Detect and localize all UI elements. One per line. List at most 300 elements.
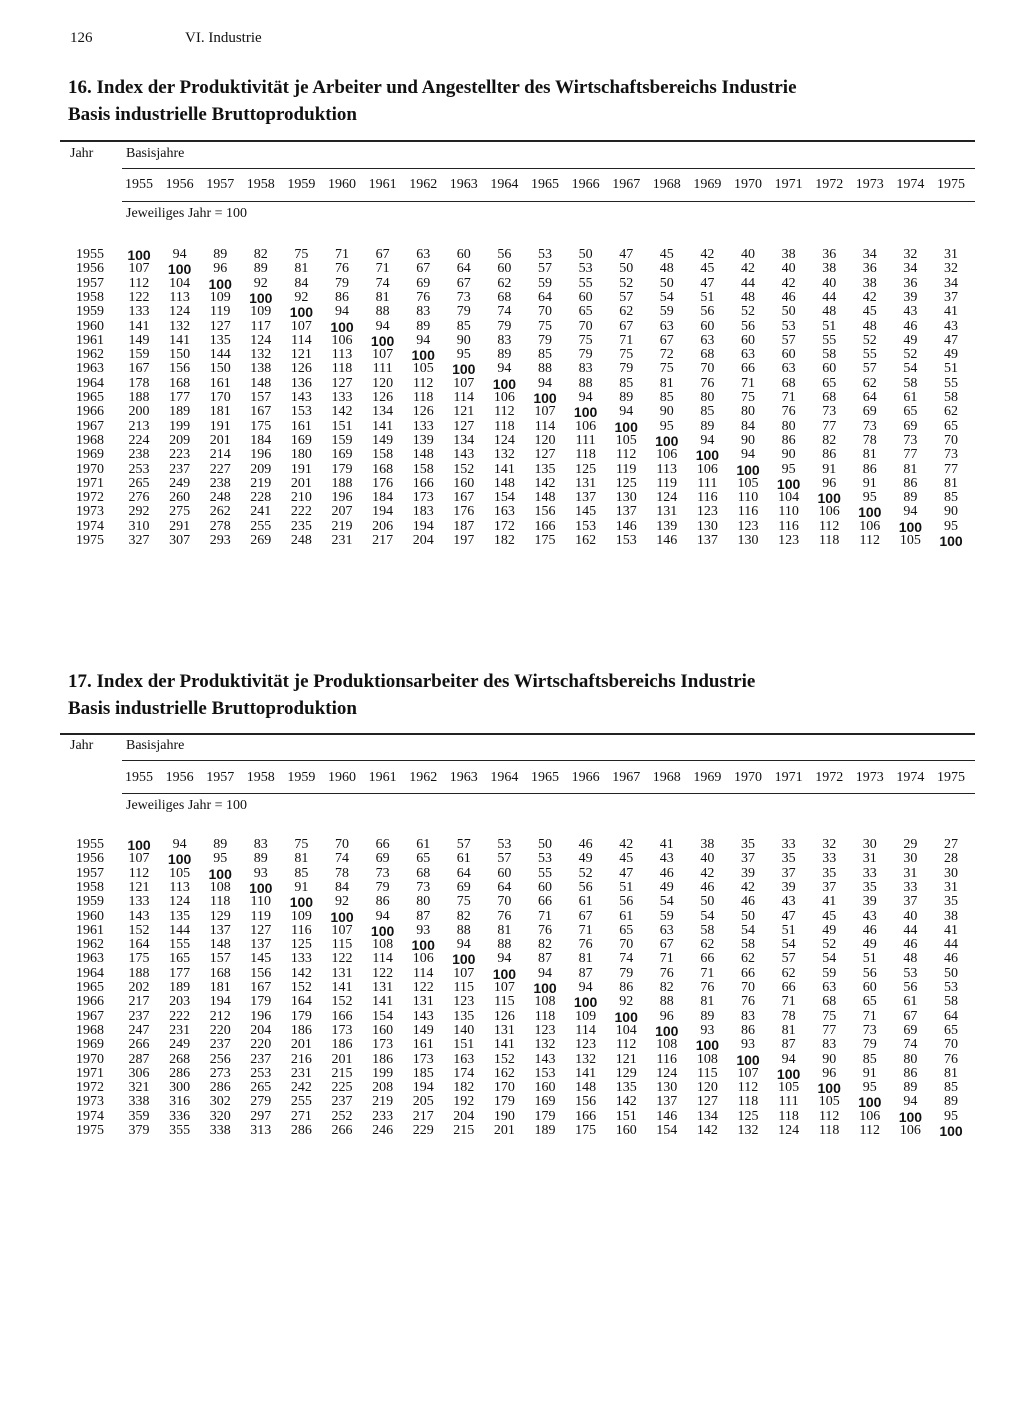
table-cell: 55	[862, 347, 877, 363]
table-cell: 152	[453, 461, 475, 477]
column-header: 1971	[774, 770, 803, 785]
table-cell: 237	[209, 1037, 231, 1053]
table-cell: 76	[416, 289, 431, 305]
table-cell: 64	[538, 289, 552, 305]
table-cell: 41	[944, 922, 958, 938]
table-cell: 132	[493, 447, 515, 463]
table-cell: 85	[944, 1080, 958, 1096]
table-cell: 164	[290, 994, 312, 1010]
table-cell: 173	[412, 1051, 434, 1067]
table-cell: 76	[538, 922, 552, 938]
table-cell: 44	[944, 937, 958, 953]
table-cell: 130	[656, 1080, 678, 1096]
table-cell: 69	[375, 851, 390, 867]
table-cell: 194	[372, 504, 394, 520]
table-cell: 152	[493, 1051, 515, 1067]
table-cell: 166	[575, 1108, 597, 1124]
table-cell: 70	[538, 304, 552, 320]
unit-label: Jeweiliges Jahr = 100	[126, 206, 248, 221]
table-cell: 118	[209, 894, 231, 910]
column-header: 1963	[449, 177, 478, 192]
table-cell: 70	[578, 318, 593, 334]
column-header: 1966	[571, 177, 600, 192]
table-cell: 120	[696, 1080, 718, 1096]
table-cell: 32	[944, 261, 958, 277]
table-cell: 42	[700, 865, 715, 881]
table-cell: 94	[497, 361, 512, 377]
table-cell: 125	[575, 461, 597, 477]
table-cell: 148	[575, 1080, 597, 1096]
table-cell: 199	[372, 1065, 394, 1081]
table-cell: 66	[741, 361, 755, 377]
column-header: 1956	[165, 770, 194, 785]
table-cell: 53	[538, 851, 552, 867]
table-cell: 87	[578, 965, 593, 981]
table-cell: 74	[903, 1037, 918, 1053]
table-cell: 52	[822, 937, 837, 953]
table-cell: 215	[453, 1123, 475, 1138]
table-cell: 62	[741, 951, 755, 967]
table-cell: 109	[209, 289, 231, 305]
table-cell: 231	[169, 1022, 191, 1038]
table-cell: 93	[253, 865, 268, 881]
table-cell: 160	[534, 1080, 556, 1096]
table-cell: 111	[697, 475, 718, 491]
table-cell: 197	[453, 533, 475, 548]
table-cell: 64	[497, 879, 512, 895]
table-cell: 74	[619, 951, 634, 967]
table-cell: 87	[538, 951, 552, 967]
table-cell: 56	[578, 879, 593, 895]
table-cell: 70	[944, 432, 958, 448]
table-cell: 92	[294, 289, 309, 305]
table-cell: 50	[538, 837, 552, 852]
table-cell: 87	[416, 908, 431, 924]
table-cell: 338	[209, 1123, 231, 1138]
table-cell: 134	[453, 432, 475, 448]
table-cell: 62	[862, 375, 877, 391]
table-cell: 142	[290, 965, 312, 981]
column-header: 1973	[855, 770, 884, 785]
table-cell: 118	[818, 1123, 840, 1138]
table-cell: 73	[375, 865, 390, 881]
table-cell: 61	[416, 837, 431, 852]
table-cell: 123	[696, 504, 718, 520]
table-cell: 156	[534, 504, 556, 520]
table-subtitle: Basis industrielle Bruttoproduktion	[68, 698, 357, 719]
table-cell: 46	[578, 837, 593, 852]
table-cell: 56	[497, 247, 512, 262]
table-cell: 227	[209, 461, 231, 477]
table-cell: 196	[250, 447, 272, 463]
table-cell: 86	[903, 475, 918, 491]
table-cell: 89	[903, 490, 918, 506]
table-cell: 88	[659, 994, 674, 1010]
table-cell: 181	[209, 980, 231, 995]
table-cell: 85	[538, 347, 552, 363]
table-cell: 237	[169, 461, 191, 477]
table-cell: 93	[700, 1022, 715, 1038]
table-cell: 58	[944, 390, 958, 405]
table-cell: 43	[659, 851, 674, 867]
row-header-label: Jahr	[70, 146, 94, 161]
table-cell: 123	[575, 1037, 597, 1053]
table-cell: 279	[250, 1094, 272, 1110]
table-cell: 67	[375, 247, 390, 262]
table-cell: 179	[290, 1008, 312, 1024]
table-cell: 33	[781, 837, 796, 852]
table-cell: 70	[497, 894, 512, 910]
table-cell: 80	[416, 894, 431, 910]
table-cell: 77	[822, 1022, 837, 1038]
table-cell: 106	[818, 504, 840, 520]
table-cell: 201	[290, 475, 312, 491]
table-cell: 148	[493, 475, 515, 491]
table-cell: 66	[375, 837, 390, 852]
table-cell: 36	[822, 247, 837, 262]
table-cell: 76	[335, 261, 349, 277]
table-cell: 74	[497, 304, 512, 320]
table-cell: 154	[493, 490, 515, 506]
table-cell: 113	[331, 347, 353, 363]
table-cell: 56	[619, 894, 634, 910]
table-cell: 118	[737, 1094, 759, 1110]
table-cell: 28	[944, 851, 958, 867]
table-cell: 170	[209, 390, 231, 405]
table-cell: 30	[862, 837, 877, 852]
table-cell: 146	[615, 518, 637, 534]
table-cell: 70	[944, 1037, 958, 1053]
table-cell: 94	[741, 447, 755, 463]
table-cell: 37	[903, 894, 918, 910]
table-cell: 338	[128, 1094, 150, 1110]
table-cell: 100	[208, 865, 232, 882]
table-cell: 82	[822, 432, 837, 448]
table-cell: 116	[291, 922, 312, 938]
table-cell: 50	[781, 304, 796, 320]
table-cell: 100	[492, 375, 517, 392]
table-cell: 114	[412, 965, 434, 981]
table-cell: 213	[128, 418, 150, 434]
table-cell: 76	[700, 375, 715, 391]
table-cell: 266	[331, 1123, 353, 1138]
table-cell: 29	[903, 837, 918, 852]
table-cell: 74	[375, 275, 390, 291]
table-cell: 90	[944, 504, 958, 520]
table-cell: 71	[700, 965, 715, 981]
table-cell: 46	[903, 937, 918, 953]
table-cell: 51	[862, 951, 877, 967]
table-cell: 201	[331, 1051, 353, 1067]
table-cell: 113	[169, 879, 190, 895]
table-cell: 73	[862, 1022, 877, 1038]
table-cell: 52	[741, 304, 755, 320]
table-cell: 60	[862, 980, 877, 995]
table-cell: 107	[128, 261, 150, 277]
table-cell: 63	[781, 361, 796, 377]
table-cell: 89	[253, 261, 268, 277]
table-cell: 231	[331, 533, 353, 548]
table-cell: 168	[372, 461, 394, 477]
page-number: 126	[70, 30, 93, 46]
table-cell: 71	[862, 1008, 877, 1024]
table-cell: 159	[331, 432, 353, 448]
table-cell: 43	[862, 908, 877, 924]
table-cell: 87	[781, 1037, 796, 1053]
table-cell: 246	[372, 1123, 394, 1138]
table-cell: 36	[903, 275, 918, 291]
table-cell: 126	[290, 361, 312, 377]
table-cell: 94	[375, 318, 390, 334]
table-cell: 148	[534, 490, 556, 506]
table-cell: 53	[781, 318, 796, 334]
table-cell: 166	[331, 1008, 353, 1024]
table-cell: 71	[781, 390, 796, 405]
table-cell: 63	[741, 347, 755, 363]
divider	[122, 168, 975, 169]
table-cell: 107	[493, 980, 515, 995]
table-cell: 33	[862, 865, 877, 881]
table-cell: 313	[250, 1123, 272, 1138]
row-year-label: 1958	[76, 289, 104, 305]
table-cell: 260	[169, 490, 191, 506]
column-header: 1962	[409, 770, 438, 785]
table-cell: 79	[497, 318, 512, 334]
row-year-label: 1971	[76, 1065, 104, 1081]
table-cell: 94	[619, 404, 634, 420]
table-cell: 145	[575, 504, 597, 520]
table-cell: 51	[781, 922, 796, 938]
table-cell: 107	[372, 347, 394, 363]
table-cell: 153	[290, 404, 312, 420]
table-cell: 39	[741, 865, 755, 881]
table-cell: 100	[573, 404, 598, 421]
table-cell: 73	[903, 432, 918, 448]
table-cell: 320	[209, 1108, 231, 1124]
table-cell: 46	[944, 951, 958, 967]
table-cell: 105	[412, 361, 434, 377]
table-cell: 90	[781, 447, 796, 463]
table-cell: 169	[331, 447, 353, 463]
table-cell: 100	[939, 1123, 963, 1139]
table-cell: 32	[822, 837, 837, 852]
table-cell: 86	[741, 1022, 755, 1038]
table-cell: 135	[615, 1080, 637, 1096]
table-cell: 90	[822, 1051, 837, 1067]
table-cell: 124	[778, 1123, 800, 1138]
table-cell: 133	[128, 304, 150, 320]
table-cell: 51	[619, 879, 634, 895]
table-cell: 75	[741, 390, 755, 405]
table-cell: 84	[741, 418, 755, 434]
table-cell: 206	[372, 518, 394, 534]
table-cell: 100	[776, 1065, 801, 1082]
table-cell: 117	[250, 318, 272, 334]
table-cell: 217	[412, 1108, 434, 1124]
table-cell: 160	[615, 1123, 637, 1138]
table-cell: 57	[538, 261, 552, 277]
table-cell: 89	[497, 347, 512, 363]
table-cell: 81	[862, 447, 877, 463]
table-cell: 83	[741, 1008, 755, 1024]
row-year-label: 1962	[76, 347, 104, 363]
table-cell: 156	[169, 361, 191, 377]
table-cell: 126	[372, 390, 394, 405]
table-cell: 209	[250, 461, 272, 477]
table-cell: 127	[696, 1094, 718, 1110]
table-cell: 155	[169, 937, 191, 953]
table-cell: 46	[903, 318, 918, 334]
table-cell: 276	[128, 490, 150, 506]
table-cell: 286	[169, 1065, 191, 1081]
table-cell: 122	[331, 951, 353, 967]
table-cell: 122	[128, 289, 150, 305]
table-cell: 137	[615, 504, 637, 520]
table-cell: 278	[209, 518, 231, 534]
table-cell: 107	[128, 851, 150, 867]
table-cell: 125	[737, 1108, 759, 1124]
table-cell: 327	[128, 533, 150, 548]
table-cell: 73	[944, 447, 958, 463]
column-header: 1955	[125, 177, 153, 192]
table-cell: 161	[290, 418, 312, 434]
table-cell: 310	[128, 518, 150, 534]
table-cell: 129	[615, 1065, 637, 1081]
table-cell: 153	[615, 533, 637, 548]
table-cell: 92	[253, 275, 268, 291]
table-cell: 100	[127, 247, 151, 263]
table-cell: 151	[453, 1037, 475, 1053]
table-cell: 379	[128, 1123, 150, 1138]
table-cell: 55	[944, 375, 958, 391]
table-cell: 57	[497, 851, 512, 867]
table-cell: 42	[862, 289, 877, 305]
table-cell: 37	[741, 851, 755, 867]
table-cell: 130	[737, 533, 759, 548]
table-cell: 105	[615, 432, 637, 448]
column-header: 1960	[328, 177, 356, 192]
table-cell: 61	[456, 851, 471, 867]
table-cell: 115	[697, 1065, 718, 1081]
table-cell: 57	[781, 951, 796, 967]
table-cell: 64	[944, 1008, 958, 1024]
table-cell: 125	[290, 937, 312, 953]
table-cell: 124	[250, 332, 272, 348]
table-cell: 265	[250, 1080, 272, 1096]
row-year-label: 1959	[76, 304, 104, 320]
row-year-label: 1972	[76, 1080, 104, 1096]
table-cell: 100	[249, 289, 273, 306]
table-cell: 75	[294, 837, 309, 852]
table-cell: 48	[903, 951, 918, 967]
table-cell: 54	[700, 908, 715, 924]
table-cell: 150	[169, 347, 191, 363]
table-cell: 45	[700, 261, 715, 277]
table-cell: 179	[534, 1108, 556, 1124]
column-header: 1964	[490, 770, 519, 785]
table-cell: 86	[375, 894, 390, 910]
table-cell: 157	[209, 951, 231, 967]
table-cell: 132	[534, 1037, 556, 1053]
table-cell: 109	[290, 908, 312, 924]
table-cell: 336	[169, 1108, 191, 1124]
table-cell: 73	[862, 418, 877, 434]
table-cell: 154	[656, 1123, 678, 1138]
table-cell: 242	[290, 1080, 312, 1096]
table-cell: 141	[372, 994, 394, 1010]
table-cell: 123	[453, 994, 475, 1010]
table-cell: 297	[250, 1108, 272, 1124]
table-cell: 65	[944, 418, 958, 434]
base-header-label: Basisjahre	[126, 146, 185, 161]
table-cell: 85	[700, 404, 715, 420]
column-header: 1958	[246, 177, 275, 192]
table-cell: 107	[737, 1065, 759, 1081]
row-year-label: 1964	[76, 375, 104, 391]
table-cell: 194	[209, 994, 231, 1010]
table-cell: 100	[167, 261, 192, 278]
table-cell: 38	[862, 275, 877, 291]
table-cell: 59	[659, 908, 674, 924]
table-cell: 210	[290, 490, 312, 506]
table-cell: 173	[372, 1037, 394, 1053]
table-cell: 35	[741, 837, 755, 852]
table-cell: 95	[944, 1108, 958, 1124]
table-cell: 63	[416, 247, 431, 262]
table-cell: 141	[575, 1065, 597, 1081]
table-cell: 67	[659, 937, 674, 953]
table-cell: 34	[944, 275, 958, 291]
table-cell: 49	[822, 922, 837, 938]
table-cell: 262	[209, 504, 231, 520]
table-cell: 113	[656, 461, 678, 477]
table-cell: 286	[290, 1123, 312, 1138]
table-cell: 126	[412, 404, 434, 420]
column-header: 1957	[206, 177, 235, 192]
table-cell: 191	[209, 418, 231, 434]
table-cell: 63	[659, 922, 674, 938]
table-cell: 40	[903, 908, 918, 924]
table-cell: 63	[700, 332, 715, 348]
table-cell: 95	[456, 347, 471, 363]
row-year-label: 1966	[76, 994, 104, 1010]
table-cell: 69	[456, 879, 471, 895]
table-cell: 64	[456, 865, 471, 881]
table-cell: 130	[696, 518, 718, 534]
table-cell: 95	[862, 1080, 877, 1096]
table-cell: 222	[169, 1008, 191, 1024]
table-cell: 96	[822, 475, 837, 491]
table-cell: 94	[172, 837, 187, 852]
table-cell: 90	[659, 404, 674, 420]
table-cell: 143	[534, 1051, 556, 1067]
table-cell: 104	[615, 1022, 637, 1038]
table-cell: 302	[209, 1094, 231, 1110]
column-header: 1970	[734, 770, 762, 785]
table-cell: 112	[412, 375, 434, 391]
table-cell: 96	[822, 1065, 837, 1081]
table-cell: 271	[290, 1108, 312, 1124]
table-cell: 56	[862, 965, 877, 981]
table-cell: 112	[615, 447, 637, 463]
table-cell: 100	[249, 879, 273, 896]
table-cell: 43	[944, 318, 958, 334]
table-cell: 39	[903, 289, 918, 305]
table-cell: 176	[372, 475, 394, 491]
table-cell: 149	[128, 332, 150, 348]
table-cell: 114	[453, 390, 475, 405]
row-year-label: 1969	[76, 1037, 104, 1053]
